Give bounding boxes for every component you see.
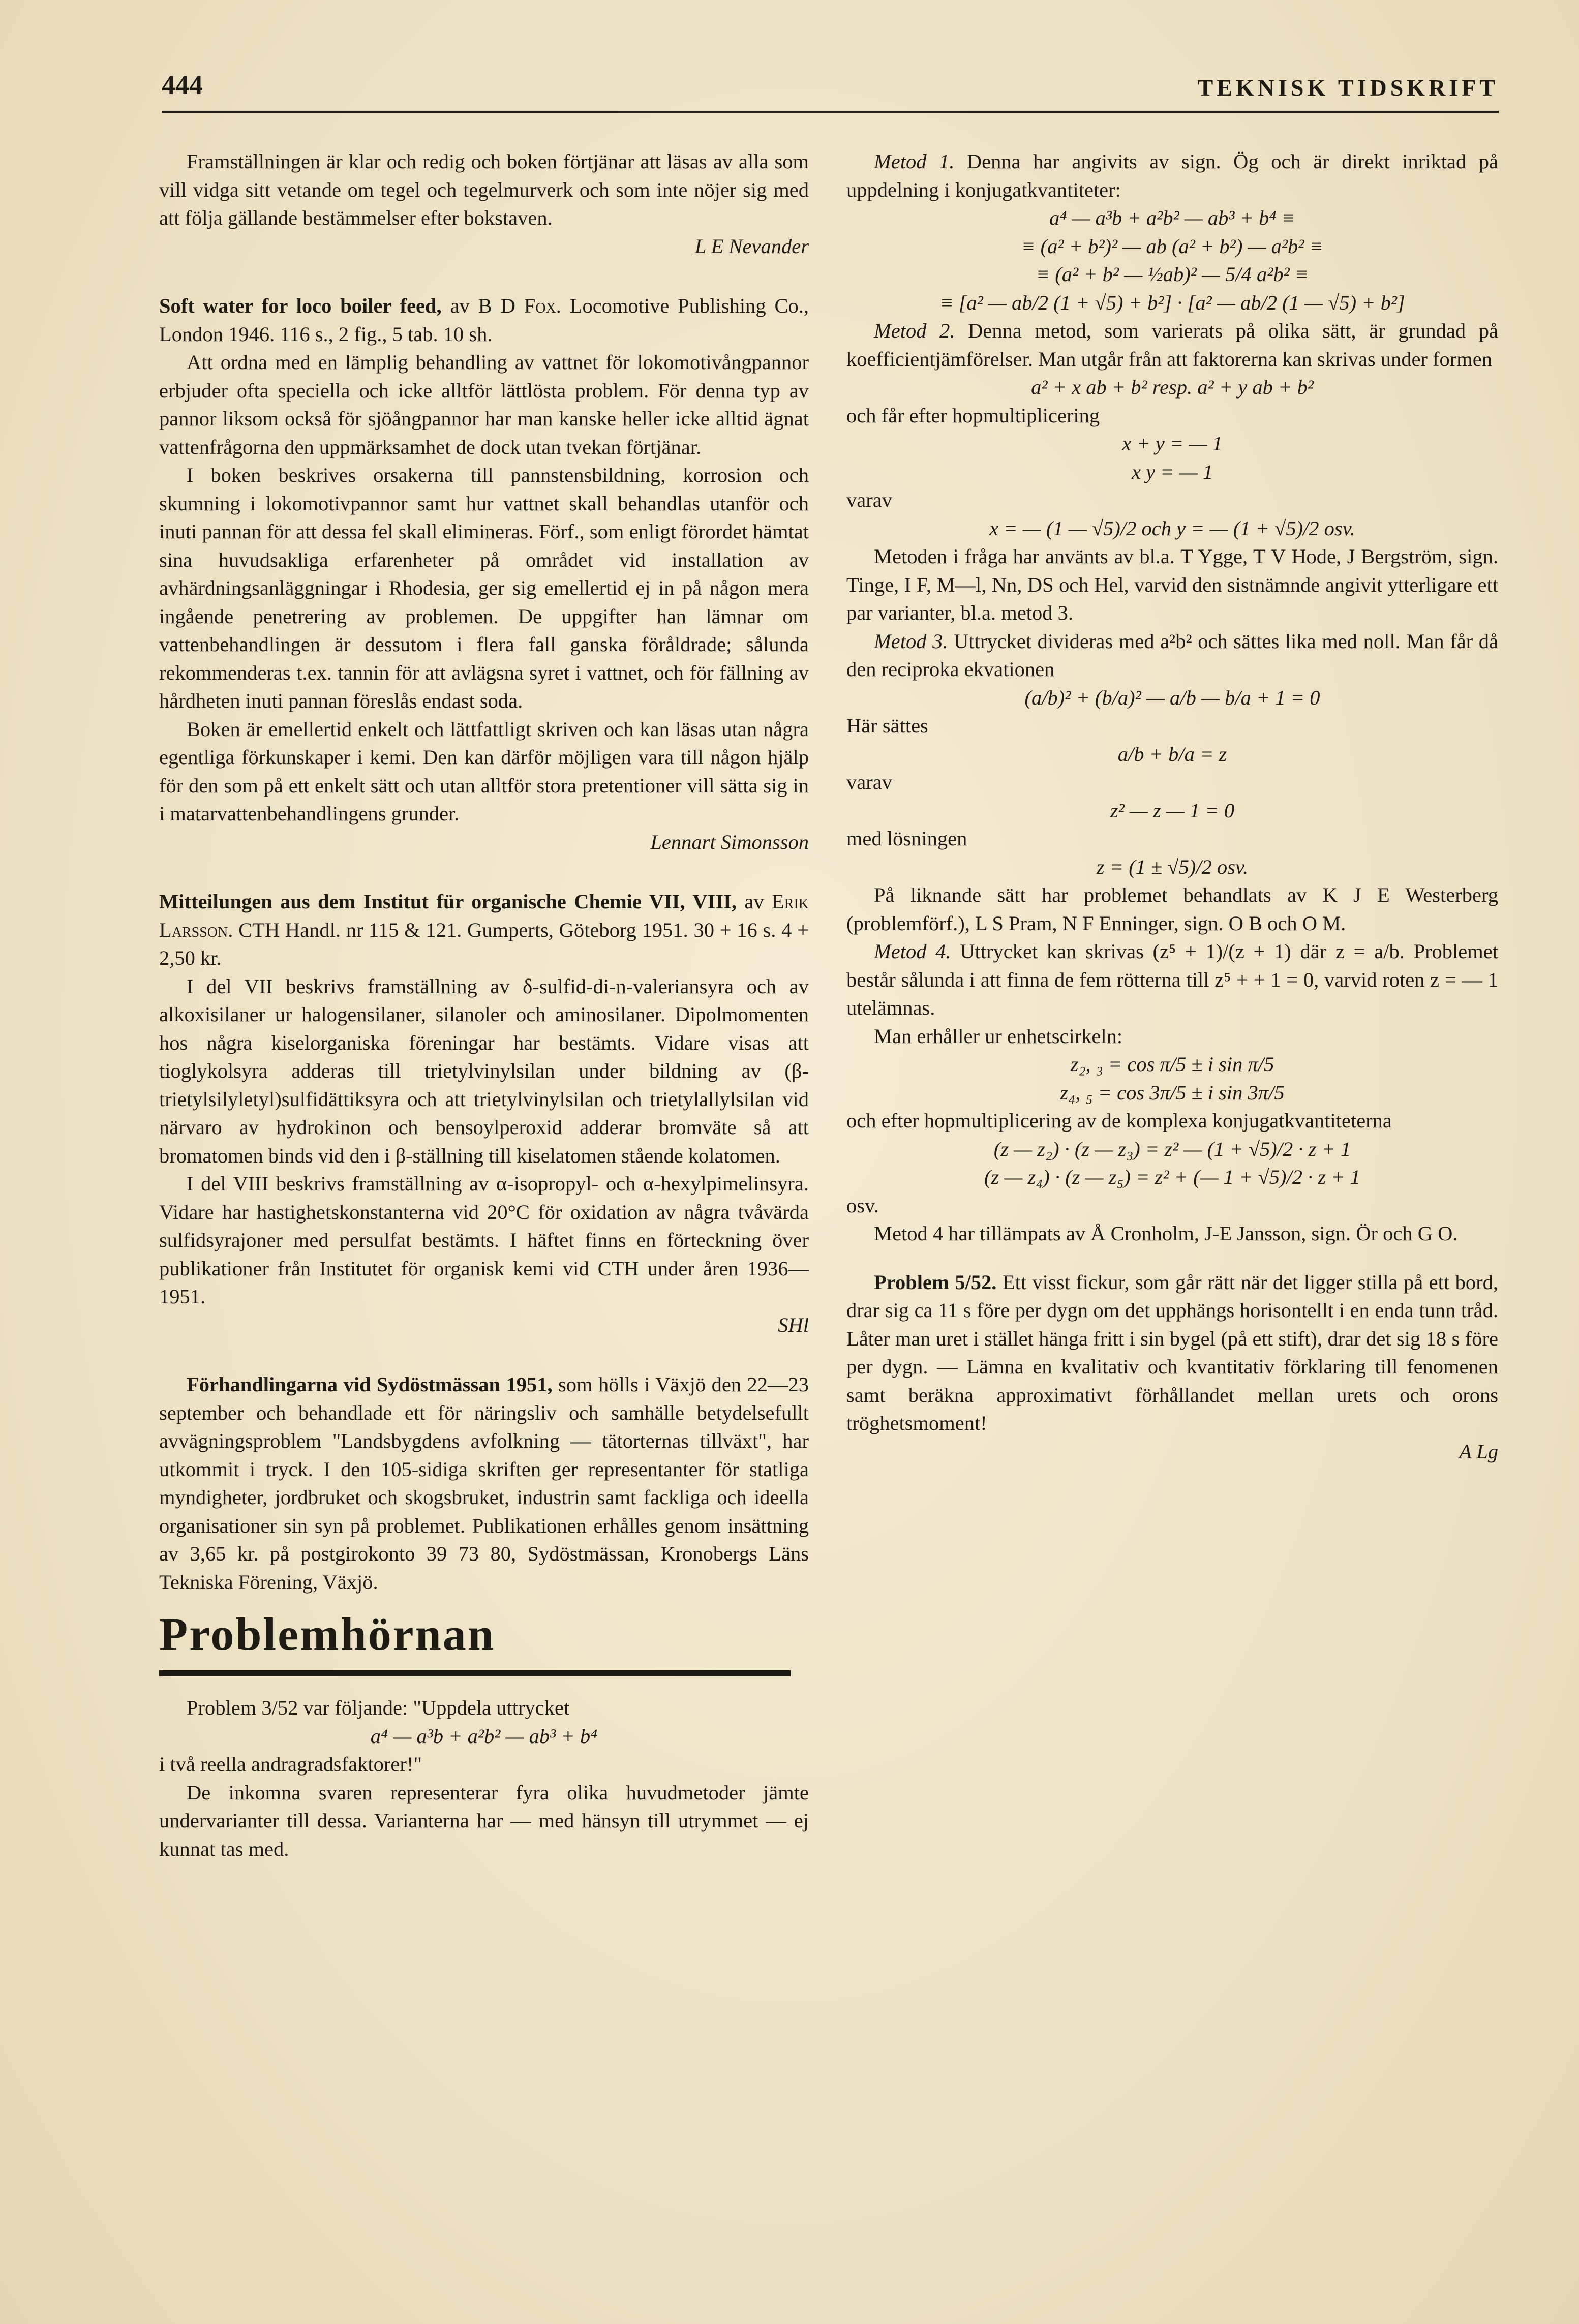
method-3-eq-2: a/b + b/a = z (1117, 742, 1227, 766)
method-3-eq-3: z² — z — 1 = 0 (1110, 799, 1235, 822)
method-2-eq-1: a² + x ab + b² resp. a² + y ab + b² (1031, 376, 1314, 399)
method-3-text: Uttrycket divideras med a²b² och sättes lika med noll. Man får då den reciproka ekvationen (846, 629, 1498, 681)
review-3-av: av (736, 890, 772, 913)
problem-paragraph: De inkomna svaren representerar fyra olika huvudmetoder jämte undervarianter till dessa. Varianterna har — med hänsyn till utrymmet — ej kunnat tas med. (159, 1781, 809, 1860)
method-4-eq-3: (z — z₂) · (z — z₃) = z² — (1 + √5)/2 · z + 1 (993, 1137, 1351, 1160)
method-1-eq-3: ≡ (a² + b² — ½ab)² — 5/4 a²b² ≡ (1036, 263, 1309, 286)
method-1-eq-2: ≡ (a² + b²)² — ab (a² + b²) — a²b² ≡ (1021, 234, 1323, 258)
review-3-paragraph-2: I del VIII beskrivs framställning av α-isopropyl- och α-hexylpimelinsyra. Vidare har hastighetskonstanterna vid 20°C för oxidation av några tvåvärda sulfidsyrajoner med persulfat bestämts. I häftet finns en förteckning över publikationer från Institutet för organisk kemi vid CTH under åren 1936—1951. (159, 1172, 809, 1308)
method-3-har: Här sättes (846, 714, 928, 737)
method-3-text-2: På liknande sätt har problemet behandlats av K J E Westerberg (problemförf.), L S Pram, N F Enninger, sign. O B och O M. (846, 883, 1498, 935)
method-4-text-3: och efter hopmultiplicering av de komplexa konjugatkvantiteterna (846, 1109, 1392, 1132)
review-2-paragraph-1: Att ordna med en lämplig behandling av vattnet för lokomotivångpannor erbjuder ofta speciella och icke alltför lättlösta problem. För denna typ av pannor liksom också för sjöångpannor har man kanske heller icke alltid ägnat vattenfrågorna den uppmärksamhet de dock utan tvekan förtjänar. (159, 351, 809, 458)
review-2-signature: Lennart Simonsson (650, 830, 809, 853)
method-4-eq-4: (z — z₄) · (z — z₅) = z² + (— 1 + √5)/2 · z + 1 (984, 1166, 1360, 1188)
method-3-eq-1: (a/b)² + (b/a)² — a/b — b/a + 1 = 0 (1024, 686, 1320, 709)
review-2-title: Soft water for loco boiler feed, (159, 294, 442, 317)
method-1-intro (846, 147, 1498, 204)
review-2-paragraph-3: Boken är emellertid enkelt och lättfattligt skriven och kan läsas utan några egentliga förkunskaper i kemi. Den kan därför möjligen vara till någon hjälp för den som på ett enkelt sätt och utan alltför stora pretentioner vill sätta sig in i matarvattenbehandlingens grunder. (159, 717, 809, 825)
page-number: 444 (162, 70, 203, 100)
method-4-intro (846, 937, 1498, 1022)
method-2-eq-2: x + y = — 1 (1122, 432, 1223, 455)
method-1-eq-1: a⁴ — a³b + a²b² — ab³ + b⁴ ≡ (1049, 206, 1295, 229)
method-2-label: Metod 2. (874, 319, 955, 342)
method-2-varav: varav (846, 488, 892, 511)
problem-intro: Problem 3/52 var följande: "Uppdela uttrycket (187, 1696, 570, 1719)
review-2-av: av (441, 294, 478, 317)
review-3-meta: . CTH Handl. nr 115 & 121. Gumperts, Göteborg 1951. 30 + 16 s. 4 + 2,50 kr. (159, 918, 809, 969)
review-2-citation (159, 292, 809, 348)
review-4-body: som hölls i Växjö den 22—23 september och behandlade ett för näringsliv och samhälle betydelsefullt avvägningsproblem "Landsbygdens avfolkning — tätorternas tillväxt", har utkommit i tryck. I den 105-sidiga skriften ger representanter för statliga myndigheter, jordbruket och skogsbruket, industrin samt fackliga och ideella organisationer sin syn på problemet. Publikationen erhålles genom insättning av 3,65 kr. på postgirokonto 39 73 80, Sydöstmässan, Kronobergs Läns Tekniska Förening, Växjö. (159, 1373, 809, 1594)
method-4-eq-1: z₂, ₃ = cos π/5 ± i sin π/5 (1070, 1053, 1274, 1076)
section-heading-rule (159, 1670, 791, 1676)
review-1-text: Framställningen är klar och redig och boken förtjänar att läsas av alla som vill vidga sitt vetande om tegel och tegelmurverk och som inte nöjer sig med att följa gällande bestämmelser efter bokstaven. (159, 150, 809, 229)
review-2-meta: . Locomotive Publishing Co., London 1946. 116 s., 2 fig., 5 tab. 10 sh. (159, 294, 809, 346)
review-3-author: Erik Larsson (159, 890, 809, 941)
method-3-intro (846, 627, 1498, 684)
review-4-text (159, 1370, 809, 1596)
problem-after: i två reella andragradsfaktorer!" (159, 1753, 422, 1776)
method-3-eq-4: z = (1 ± √5)/2 osv. (1096, 855, 1249, 878)
method-4-osv: osv. (846, 1194, 879, 1217)
right-column (846, 147, 1498, 1465)
problem-5-52-label: Problem 5/52. (874, 1270, 997, 1294)
method-2-intro (846, 317, 1498, 373)
method-4-label: Metod 4. (874, 940, 951, 963)
method-2-eq-3: x y = — 1 (1131, 460, 1213, 483)
method-3-label: Metod 3. (874, 629, 948, 653)
review-3-title: Mitteilungen aus dem Institut für organische Chemie VII, VIII, (159, 890, 737, 913)
review-3-citation (159, 888, 809, 972)
method-1-label: Metod 1. (874, 150, 955, 173)
review-1-signature: L E Nevander (694, 234, 809, 258)
method-4-text-4: Metod 4 har tillämpats av Å Cronholm, J-E Jansson, sign. Ör och G O. (874, 1222, 1458, 1245)
review-2-paragraph-2: I boken beskrives orsakerna till pannstensbildning, korrosion och skumning i lokomotivpannor samt hur vattnet skall behandlas utanför och inuti pannan för att dessa fel skall elimineras. Förf., som enligt förordet hämtat sina huvudsakliga erfarenheter på området vid installation av avhärdningsanläggningar i Rhodesia, ger sig emellertid ej in på någon mera ingående penetrering av problemen. De uppgifter han lämnar om vattenbehandlingen är dessutom i flera fall ganska föråldrade; sålunda rekommenderas t.ex. tannin för att avlägsna syret i vattnet, och för fällning av hårdheten inuti pannan föreslås endast soda. (159, 464, 809, 712)
problem-5-52-signature: A Lg (1459, 1440, 1498, 1463)
problem-5-52-text: Ett visst fickur, som går rätt när det ligger stilla på ett bord, drar sig ca 11 s före per dygn om det upphängs horisontellt i en enda tunn tråd. Låter man uret i stället hänga fritt i sin bygel (på ett stift), drar det sig 18 s före per dygn. — Lämna en kvalitativ och kvantitativ förklaring till fenomenen samt beräkna approximativt förhållandet mellan urets och orons tröghetsmoment! (846, 1270, 1499, 1434)
method-4-text: Uttrycket kan skrivas (z⁵ + 1)/(z + 1) där z = a/b. Problemet består sålunda i att finna de fem rötterna till z⁵ + + 1 = 0, varvid roten z = — 1 utelämnas. (846, 940, 1498, 1019)
method-2-eq-4: x = — (1 — √5)/2 och y = — (1 + √5)/2 osv. (989, 516, 1355, 540)
method-2-text: Denna metod, som varierats på olika sätt, är grundad på koefficientjämförelser. Man utgår från att faktorerna kan skrivas under formen (846, 319, 1498, 371)
review-2-author: B D Fox (478, 294, 556, 317)
problem-expression: a⁴ — a³b + a²b² — ab³ + b⁴ (370, 1724, 598, 1748)
method-4-text-2: Man erhåller ur enhetscirkeln: (874, 1024, 1123, 1048)
section-heading: Problemhörnan (159, 1608, 495, 1660)
problem-5-52 (846, 1268, 1498, 1438)
method-3-med: med lösningen (846, 827, 967, 850)
review-3-paragraph-1: I del VII beskrivs framställning av δ-sulfid-di-n-valeriansyra och av alkoxisilaner ur halogensilaner, silanoler och aminosilaner. Dipolmomenten hos några kiselorganiska föreningar har bestämts. Vidare visas att tioglykolsyra adderas till trietylvinylsilan under bildning av (β-trietylsilyletyl)sulfidättiksyra och att trietylvinylsilan och trietylallylsilan vid närvaro av hydrokinon och bensoylperoxid adderar bromväte så att bromatomen binds vid den i β-ställning till kiselatomen stående kolatomen. (159, 974, 809, 1167)
header-rule (162, 111, 1499, 113)
method-1-eq-4: ≡ [a² — ab/2 (1 + √5) + b²] · [a² — ab/2 (1 — √5) + b²] (939, 291, 1405, 314)
method-3-varav: varav (846, 771, 892, 793)
running-head: TEKNISK TIDSKRIFT (1197, 75, 1499, 101)
method-2-text-2: och får efter hopmultiplicering (846, 404, 1100, 427)
method-2-text-3: Metoden i fråga har använts av bl.a. T Ygge, T V Hode, J Bergström, sign. Tinge, I F, M—l, Nn, DS och Hel, varvid den sistnämnde angivit ytterligare ett par varianter, bl.a. metod 3. (846, 545, 1498, 624)
review-3-signature: SHl (778, 1313, 809, 1336)
review-4-title: Förhandlingarna vid Sydöstmässan 1951, (187, 1373, 553, 1396)
method-4-eq-2: z₄, ₅ = cos 3π/5 ± i sin 3π/5 (1060, 1081, 1285, 1104)
method-1-text: Denna har angivits av sign. Ög och är direkt inriktad på uppdelning i konjugatkvantiteter: (846, 150, 1498, 201)
left-column (159, 147, 809, 1863)
